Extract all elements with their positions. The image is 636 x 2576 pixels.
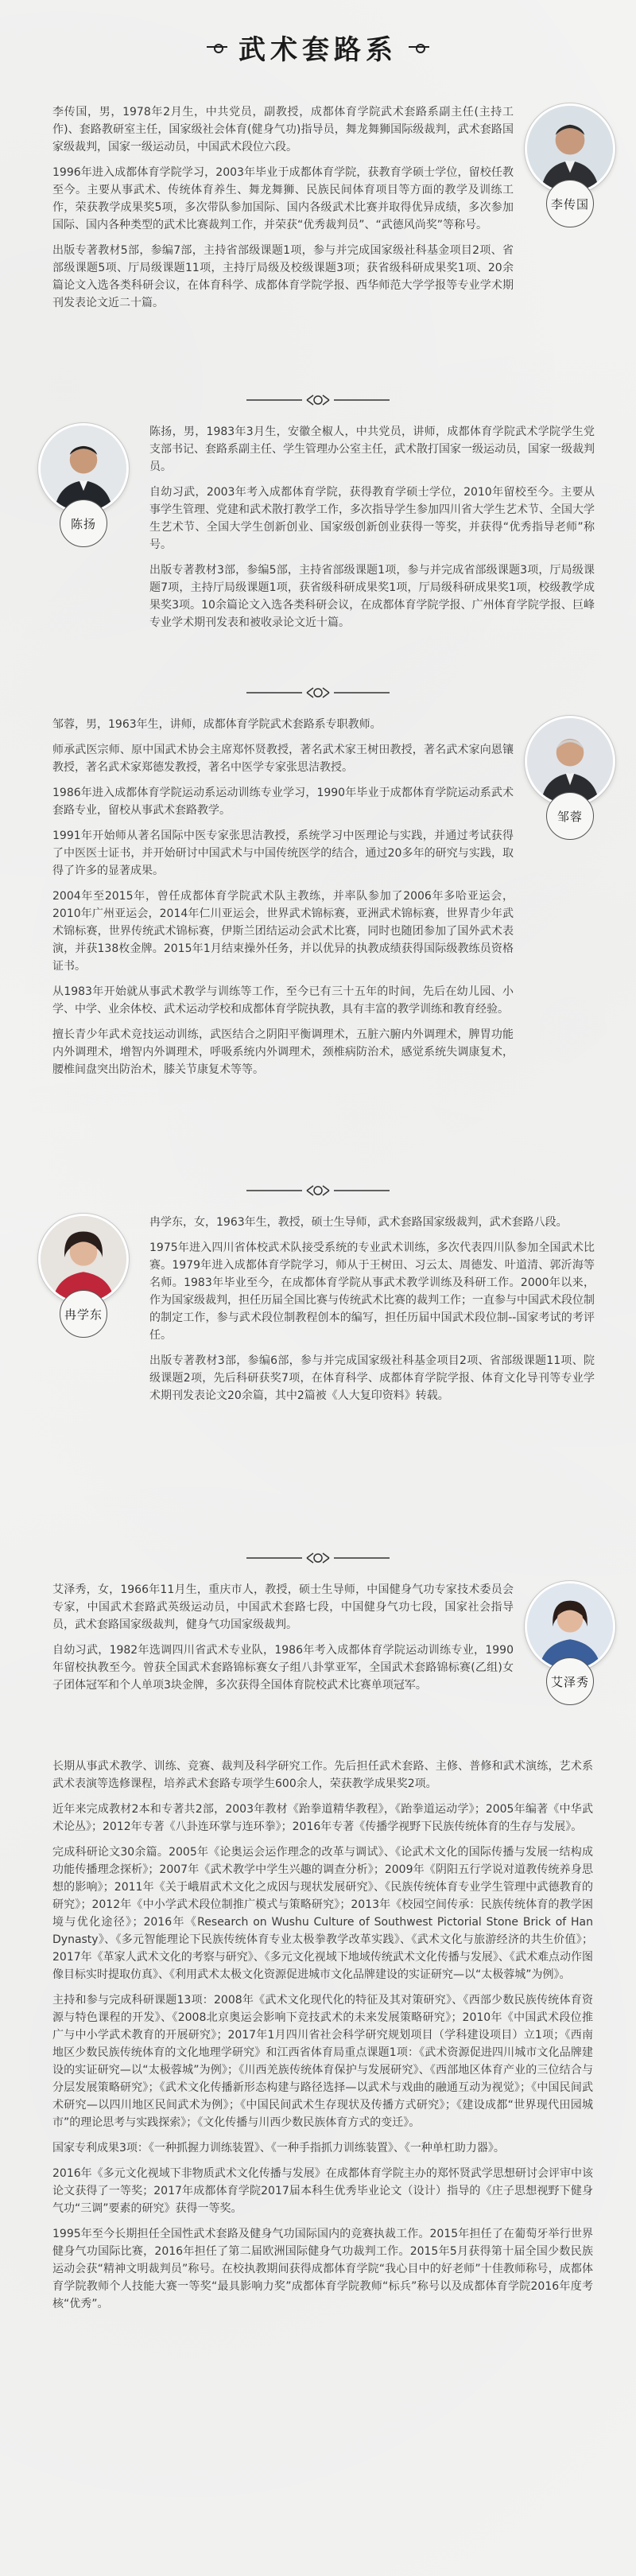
section-divider <box>0 391 636 409</box>
profile-section-zou <box>0 716 636 1161</box>
divider-ornament-icon <box>238 684 398 701</box>
profile-text-ran <box>149 1214 595 1405</box>
profile-paragraph: 主持和参与完成科研课题13项：2008年《武术文化现代化的特征及其对策研究》、《西部少数民族传统体育资源与特色课程的开发》、《2008北京奥运会影响下竞技武术的未来发展策略研究》；2010年《中国武术段位推广与中小学武术教育的开展研究》；2017年1月四川省社会科学研究规划项目（学科建设项目）立1项；《西南地区少数民族传统体育的文化地理学研究》和江西省体育局重点课题1项：《武术资源促进四川城市文化品牌建设的实证研究—以“太极蓉城”为例》；《川西羌族传统体育保护与发展研究》、《西部地区体育产业的三位结合与分层发展策略研究》；《武术文化传播新形态构建与路径选择—以武术与戏曲的融通互动为视觉》；《中国民间武术研究—以四川地区民间武术为例》；《中国民间武术生存现状及传播方式研究》；《建设成都“世界现代田园城市”的理论思考与实践探索》；《文化传播与川西少数民族体育方式的变迁》。 <box>52 1994 593 2129</box>
profile-text-li <box>52 103 514 312</box>
profile-paragraph: 出版专著教材3部，参编5部，主持省部级课题1项，参与并完成省部级课题3项，厅局级课题7项，主持厅局级课题1项，获省级科研成果奖1项，厅局级科研成果奖1项，校级教学成果奖3项。10余篇论文入选各类科研会议，在成都体育学院学报、广州体育学院学报、巨峰专业学术期刊发表和被收录论文近十篇。 <box>149 564 595 629</box>
section-divider <box>0 1182 636 1199</box>
person-icon <box>527 1583 613 1669</box>
profile-section-li <box>0 103 636 374</box>
profile-paragraph: 完成科研论文30余篇。2005年《论奥运会运作理念的改革与调试》、《论武术文化的国际传播与发展一结构成功能传播理念探析》；2007年《武术教学中学生兴趣的调查分析》；2009年《阴阳五行学说对道教传统养身思想的影响》；2011年《关于峨眉武术文化之成因与现状发展研究》、《民族传统体育专业学生管理中武德教育的研究》；2012年《中小学武术段位制推广模式与策略研究》；2013年《校园空间传承：民族传统体育的教学困境与优化途径》；2016年《Research on Wushu Culture of Southwest Pictorial Stone Brick of Han Dynasty》、《多元智能理论下民族传统体育专业太极拳教学改革实践》、《武术文化与旅游经济的共生价值》；2017年《革家人武术文化的考察与研究》、《多元文化视域下地域传统武术文化传播与发展》、《武术难点动作图像目标实时提取仿真》、《利用武术太极文化资源促进城市文化品牌建设的实证研究—以“太极蓉城”为例》。 <box>52 1846 593 1981</box>
profile-paragraph: 2016年《多元文化视域下非物质武术文化传播与发展》在成都体育学院主办的郑怀贤武学思想研讨会评审中该论文获得了一等奖；2017年成都体育学院2017届本科生优秀毕业论文（设计）指导的《庄子思想视野下健身气功“三调”要素的研究》获得一等奖。 <box>52 2167 593 2215</box>
person-icon <box>41 425 126 511</box>
portrait-chen <box>32 423 135 547</box>
profile-paragraph: 1991年开始师从著名国际中医专家张思洁教授，系统学习中医理论与实践，并通过考试获得了中医医士证书，并开始研讨中国武术与中国传统医学的结合，通过20多年的研究与实践，取得了许多的显著成果。 <box>52 830 514 877</box>
profile-paragraph: 从1983年开始就从事武术教学与训练等工作，至今已有三十五年的时间，先后在幼儿园、小学、中学、业余体校、武术运动学校和成都体育学院执教，具有丰富的教学训练和教育经验。 <box>52 985 514 1016</box>
profile-section-ran <box>0 1214 636 1532</box>
person-icon <box>527 718 613 804</box>
page-header <box>0 0 636 80</box>
profile-paragraph: 邹蓉，男，1963年生，讲师，成都体育学院武术套路系专职教师。 <box>52 718 382 731</box>
profile-paragraph: 1996年进入成都体育学院学习，2003年毕业于成都体育学院，获教育学硕士学位，留校任教至今。主要从事武术、传统体育养生、舞龙舞狮、民族民间体育项目等方面的教学及训练工作，荣获教学成果奖5项，多次带队参加国际、国内各级武术比赛并取得优异成绩，多次参加国际、国内各种类型的武术比赛裁判工作，并荣获“优秀裁判员”、“武德风尚奖”等称号。 <box>52 166 514 231</box>
portrait-ai <box>518 1581 622 1705</box>
portrait-zou <box>518 716 622 840</box>
profile-paragraph: 出版专著教材3部，参编6部，参与并完成国家级社科基金项目2项、省部级课题11项、院级课题2项，先后科研获奖7项，在体育科学、成都体育学院学报、体育文化导刊等专业学术期刊发表论文20余篇，其中2篇被《人大复印资料》转载。 <box>149 1354 595 1402</box>
header-ornament-right-icon <box>409 43 429 51</box>
name-seal: 艾泽秀 <box>546 1657 594 1705</box>
divider-ornament-icon <box>238 391 398 409</box>
profile-paragraph: 近年来完成教材2本和专著共2部，2003年教材《跆拳道精华教程》，《跆拳道运动学》；2005年编著《中华武术论丛》；2012年专著《八卦连环掌与连环拳》；2016年专著《传播学视野下民族传统体育的生存与发展》。 <box>52 1803 593 1833</box>
profile-text-ai <box>52 1581 514 1694</box>
portrait-ran <box>32 1214 135 1338</box>
profile-section-chen <box>0 423 636 662</box>
portrait-li <box>518 103 622 227</box>
profile-paragraph: 艾泽秀，女，1966年11月生，重庆市人，教授，硕士生导师，中国健身气功专家技术委员会专家，中国武术套路武英级运动员，中国武术套路七段，中国健身气功七段，国家社会指导员，武术套路国家级裁判，健身气功国家级裁判。 <box>52 1583 514 1631</box>
divider-ornament-icon <box>238 1549 398 1567</box>
profile-text-ai-continued <box>52 1758 593 2313</box>
section-divider <box>0 1549 636 1567</box>
name-seal: 冉学东 <box>60 1290 107 1338</box>
profile-paragraph: 冉学东，女，1963年生，教授，硕士生导师，武术套路国家级裁判，武术套路八段。 <box>149 1216 568 1229</box>
profile-text-chen <box>149 423 595 631</box>
profile-paragraph: 自幼习武，1982年选调四川省武术专业队，1986年考入成都体育学院运动训练专业，1990年留校执教至今。曾获全国武术套路锦标赛女子组八卦掌亚军，全国武术套路锦标赛(乙组)女子团体冠军和个人单项3块金牌，多次获得全国体育院校武术比赛单项冠军。 <box>52 1644 514 1692</box>
header-ornament-left-icon <box>207 43 227 51</box>
profile-paragraph: 李传国，男，1978年2月生，中共党员，副教授，成都体育学院武术套路系副主任(主持工作)、套路教研室主任，国家级社会体育(健身气功)指导员，舞龙舞狮国际级裁判，武术套路国家级裁判，国家一级运动员，中国武术段位六段。 <box>52 106 514 153</box>
person-icon <box>41 1216 126 1302</box>
profile-section-ai <box>0 1581 636 2567</box>
profile-paragraph: 1986年进入成都体育学院运动系运动训练专业学习，1990年毕业于成都体育学院运动系武术套路专业，留校从事武术套路教学。 <box>52 787 514 817</box>
person-icon <box>527 106 613 192</box>
profile-paragraph: 2004年至2015年，曾任成都体育学院武术队主教练，并率队参加了2006年多哈亚运会，2010年广州亚运会，2014年仁川亚运会，世界武术锦标赛，亚洲武术锦标赛，世界青少年武术锦标赛，世界传统武术锦标赛，伊斯兰团结运动会武术比赛，同时也随团参加了国外武术表演，并获138枚金牌。2015年1月结束操外任务，并以优异的执教成绩获得国际级教练员资格证书。 <box>52 890 514 973</box>
profile-paragraph: 国家专利成果3项：《一种抓握力训练装置》、《一种手指抓力训练装置》、《一种单杠助力器》。 <box>52 2142 505 2154</box>
divider-ornament-icon <box>238 1182 398 1199</box>
page-title: 武术套路系 <box>238 33 398 66</box>
profile-paragraph: 1995年至今长期担任全国性武术套路及健身气功国际国内的竞赛执裁工作。2015年担任了在葡萄牙举行世界健身气功国际比赛，2016年担任了第二届欧洲国际健身气功裁判工作。2015年5月获得第十届全国少数民族运动会获“精神文明裁判员”称号。在校执教期间获得成都体育学院“我心目中的好老师”十佳教师称号，成都体育学院教师个人技能大赛一等奖“最具影响力奖”成都体育学院教师“标兵”称号以及成都体育学院2016年度考核“优秀”。 <box>52 2228 593 2310</box>
profile-paragraph: 出版专著教材5部，参编7部，主持省部级课题1项，参与并完成国家级社科基金项目2项、省部级课题5项、厅局级课题11项，主持厅局级及校级课题3项；获省级科研成果奖1项、20余篇论文入选各类科研会议，在体育科学、成都体育学院学报、西华师范大学学报等专业学术期刊发表论文近二十篇。 <box>52 244 514 309</box>
name-seal: 李传国 <box>546 180 594 227</box>
profile-paragraph: 擅长青少年武术竞技运动训练，武医结合之阴阳平衡调理术，五脏六腑内外调理术，脾胃功能内外调理术，增智内外调理术，呼吸系统内外调理术，颈椎病防治术，感觉系统失调康复术，腰椎间盘突出防治术，膝关节康复术等等。 <box>52 1028 514 1076</box>
profile-paragraph: 师承武医宗师、原中国武术协会主席郑怀贤教授，著名武术家王树田教授，著名武术家向恩镶教授，著名武术家郑德发教授，著名中医学专家张思洁教授。 <box>52 744 514 774</box>
profile-paragraph: 长期从事武术教学、训练、竞赛、裁判及科学研究工作。先后担任武术套路、主修、普修和武术演练，艺术系武术表演等选修课程，培养武术套路专项学生600余人，荣获教学成果奖2项。 <box>52 1760 593 1790</box>
section-divider <box>0 684 636 701</box>
profile-paragraph: 陈扬，男，1983年3月生，安徽全椒人，中共党员，讲师，成都体育学院武术学院学生党支部书记、套路系副主任、学生管理办公室主任，武术散打国家一级运动员，国家一级裁判员。 <box>149 425 595 473</box>
profile-text-zou <box>52 716 514 1078</box>
name-seal: 邹蓉 <box>546 792 594 840</box>
profile-paragraph: 1975年进入四川省体校武术队接受系统的专业武术训练，多次代表四川队参加全国武术比赛。1979年进入成都体育学院学习，师从于王树田、习云太、周德发、叶道清、郭沂海等名师。1983年毕业至今，在成都体育学院从事武术教学训练及科研工作。2000年以来，作为国家级裁判，担任历届全国比赛与传统武术比赛的裁判工作；一直参与中国武术段位制的制定工作，参与武术段位制教程创本的编写，担任历届中国武术段位制--国家考试的考评任。 <box>149 1241 595 1342</box>
name-seal: 陈扬 <box>60 499 107 547</box>
profile-paragraph: 自幼习武，2003年考入成都体育学院，获得教育学硕士学位，2010年留校至今。主要从事学生管理、党建和武术散打教学工作，多次指导学生参加四川省大学生艺术节、全国大学生艺术节、全国大学生创新创业、国家级创新创业获得一等奖，并获得“优秀指导老师”称号。 <box>149 486 595 551</box>
